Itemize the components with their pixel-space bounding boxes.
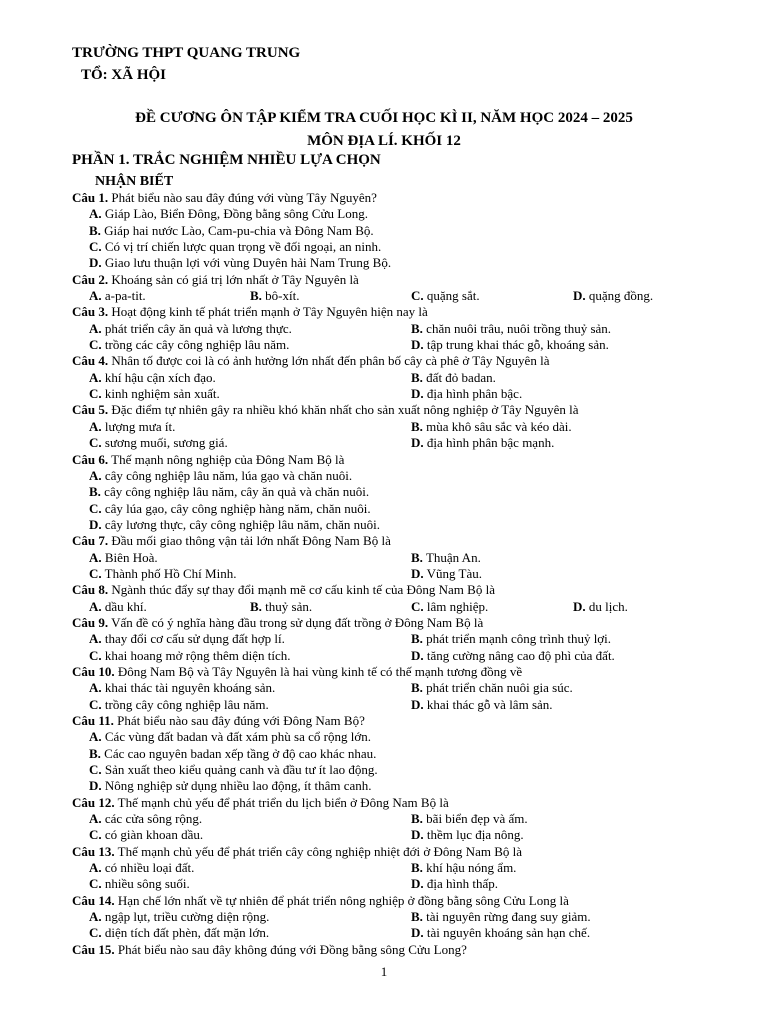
option-text: Vũng Tàu. (426, 565, 483, 581)
option-letter: C. (89, 500, 102, 516)
options-row (0, 876, 768, 892)
answer-option (411, 697, 553, 713)
option-text: khai thác tài nguyên khoáng sản. (104, 680, 276, 696)
answer-option (411, 566, 482, 582)
option-text: đất đỏ badan. (426, 369, 496, 385)
options-row (0, 517, 768, 533)
answer-option (250, 288, 299, 304)
options-row (0, 239, 768, 255)
options-row (0, 223, 768, 239)
question-number: Câu 15. (72, 941, 115, 957)
option-text: thay đổi cơ cấu sử dụng đất hợp lí. (104, 631, 285, 647)
option-text: trồng các cây công nghiệp lâu năm. (104, 337, 290, 353)
question-text: Thế mạnh chủ yếu để phát triển du lịch biển ở Đông Nam Bộ là (117, 794, 449, 810)
answer-option (89, 501, 371, 517)
option-letter: C. (89, 565, 102, 581)
question-stem (0, 533, 768, 549)
answer-option (89, 223, 374, 239)
option-text: Có vị trí chiến lược quan trọng về đối ngoại, an ninh. (104, 239, 382, 255)
option-text: Sản xuất theo kiểu quảng canh và đầu tư ít lao động. (104, 762, 378, 778)
answer-option (89, 484, 369, 500)
answer-option (411, 599, 488, 615)
option-letter: B. (89, 745, 101, 761)
option-letter: B. (250, 598, 262, 614)
option-letter: B. (411, 369, 423, 385)
option-text: có giàn khoan dầu. (104, 827, 204, 843)
question-number: Câu 4. (72, 353, 109, 369)
answer-option (89, 648, 290, 664)
options-row (0, 811, 768, 827)
question-number: Câu 6. (72, 451, 109, 467)
question-number: Câu 9. (72, 614, 109, 630)
option-letter: B. (250, 288, 262, 304)
option-text: cây lương thực, cây công nghiệp lâu năm, chăn nuôi. (104, 516, 380, 532)
question (0, 304, 768, 353)
question-text: Đông Nam Bộ và Tây Nguyên là hai vùng kinh tế có thế mạnh tương đồng về (117, 663, 523, 679)
options-row (0, 746, 768, 762)
option-letter: D. (411, 386, 424, 402)
option-letter: B. (411, 811, 423, 827)
answer-option (89, 386, 220, 402)
option-letter: B. (89, 222, 101, 238)
option-text: ngập lụt, triều cường diện rộng. (104, 909, 270, 925)
option-letter: A. (89, 811, 102, 827)
option-letter: C. (89, 696, 102, 712)
option-text: kinh nghiệm sản xuất. (104, 386, 220, 402)
option-text: diện tích đất phèn, đất mặn lớn. (104, 925, 270, 941)
answer-option (89, 631, 285, 647)
answer-option (89, 255, 391, 271)
question-text: Vấn đề có ý nghĩa hàng đầu trong sử dụng đất trồng ở Đông Nam Bộ là (111, 614, 484, 630)
document-title: ĐỀ CƯƠNG ÔN TẬP KIỂM TRA CUỐI HỌC KÌ II, NĂM HỌC 2024 – 2025 (135, 110, 633, 126)
page-number: 1 (380, 964, 388, 979)
question-number: Câu 10. (72, 663, 115, 679)
answer-option (411, 860, 516, 876)
answer-option (89, 550, 158, 566)
option-letter: B. (411, 680, 423, 696)
level-heading: NHẬN BIẾT (95, 174, 174, 189)
option-text: lâm nghiệp. (426, 598, 489, 614)
option-text: bãi biển đẹp và ấm. (426, 811, 528, 827)
question-text: Hạn chế lớn nhất về tự nhiên để phát triển nông nghiệp ở đồng bằng sông Cửu Long là (117, 892, 569, 908)
option-letter: C. (89, 435, 102, 451)
answer-option (411, 337, 609, 353)
option-letter: C. (89, 827, 102, 843)
option-text: lượng mưa ít. (104, 418, 176, 434)
answer-option (89, 778, 372, 794)
answer-option (411, 435, 554, 451)
question-stem (0, 402, 768, 418)
options-row (0, 909, 768, 925)
options-row (0, 501, 768, 517)
option-letter: B. (411, 418, 423, 434)
question-text: Hoạt động kinh tế phát triển mạnh ở Tây Nguyên hiện nay là (111, 304, 428, 320)
option-text: địa hình thấp. (426, 876, 499, 892)
option-text: Các vùng đất badan và đất xám phù sa cổ rộng lớn. (104, 729, 371, 745)
question (0, 452, 768, 534)
options-row (0, 566, 768, 582)
options-row (0, 860, 768, 876)
answer-option (411, 288, 480, 304)
option-letter: D. (411, 565, 424, 581)
option-text: cây lúa gạo, cây công nghiệp hàng năm, chăn nuôi. (104, 500, 371, 516)
question (0, 664, 768, 713)
answer-option (411, 876, 498, 892)
question-stem (0, 942, 768, 958)
question-number: Câu 7. (72, 533, 109, 549)
option-letter: C. (89, 762, 102, 778)
option-text: Thành phố Hồ Chí Minh. (104, 565, 237, 581)
question-list (0, 190, 768, 958)
question-stem (0, 452, 768, 468)
school-name: TRƯỜNG THPT QUANG TRUNG (72, 45, 301, 61)
option-text: Giao lưu thuận lợi với vùng Duyên hải Nam Trung Bộ. (104, 255, 392, 271)
answer-option (89, 321, 292, 337)
option-letter: A. (89, 729, 102, 745)
question (0, 893, 768, 942)
question-stem (0, 272, 768, 288)
answer-option (89, 419, 175, 435)
options-row (0, 419, 768, 435)
answer-option (411, 827, 524, 843)
answer-option (89, 697, 269, 713)
answer-option (411, 648, 615, 664)
option-letter: A. (89, 206, 102, 222)
question-number: Câu 1. (72, 190, 109, 205)
options-row (0, 778, 768, 794)
answer-option (89, 337, 289, 353)
question (0, 942, 768, 958)
answer-option (573, 288, 653, 304)
options-row (0, 435, 768, 451)
option-text: mùa khô sâu sắc và kéo dài. (426, 418, 572, 434)
option-text: bô-xít. (265, 288, 300, 304)
option-text: chăn nuôi trâu, nuôi trồng thuỷ sản. (426, 320, 612, 336)
question (0, 402, 768, 451)
option-letter: C. (89, 876, 102, 892)
options-row (0, 648, 768, 664)
question (0, 615, 768, 664)
answer-option (89, 599, 147, 615)
option-letter: D. (89, 516, 102, 532)
question (0, 713, 768, 795)
option-letter: C. (89, 925, 102, 941)
answer-option (411, 419, 572, 435)
option-letter: B. (411, 549, 423, 565)
answer-option (250, 599, 312, 615)
question-number: Câu 14. (72, 892, 115, 908)
option-text: địa hình phân bậc mạnh. (426, 435, 555, 451)
department-name: TỔ: XÃ HỘI (81, 67, 167, 83)
option-text: trồng cây công nghiệp lâu năm. (104, 696, 269, 712)
question-stem (0, 664, 768, 680)
option-text: Thuận An. (425, 549, 481, 565)
answer-option (411, 370, 496, 386)
option-letter: D. (573, 598, 586, 614)
options-row (0, 370, 768, 386)
question-number: Câu 2. (72, 271, 109, 287)
answer-option (411, 925, 590, 941)
option-text: phát triển cây ăn quả và lương thực. (104, 320, 292, 336)
option-text: tăng cường nâng cao độ phì của đất. (426, 647, 615, 663)
answer-option (89, 762, 378, 778)
option-letter: D. (411, 925, 424, 941)
options-row (0, 255, 768, 271)
option-letter: A. (89, 549, 102, 565)
options-row (0, 631, 768, 647)
answer-option (89, 860, 194, 876)
option-text: Giáp Lào, Biển Đông, Đồng bằng sông Cửu Long. (104, 206, 368, 222)
option-letter: A. (89, 418, 102, 434)
options-row (0, 925, 768, 941)
option-text: địa hình phân bậc. (426, 386, 523, 402)
option-text: quặng sắt. (426, 288, 480, 304)
option-letter: D. (411, 696, 424, 712)
option-text: tập trung khai thác gỗ, khoáng sản. (426, 337, 609, 353)
question-stem (0, 713, 768, 729)
question-stem (0, 190, 768, 206)
answer-option (411, 811, 528, 827)
option-letter: D. (411, 647, 424, 663)
question-number: Câu 13. (72, 843, 115, 859)
option-letter: B. (411, 320, 423, 336)
question-stem (0, 844, 768, 860)
option-letter: D. (411, 876, 424, 892)
answer-option (89, 680, 275, 696)
option-letter: C. (411, 598, 424, 614)
options-row (0, 550, 768, 566)
option-text: thuỷ sản. (265, 598, 313, 614)
question-text: Thế mạnh chủ yếu để phát triển cây công nghiệp nhiệt đới ở Đông Nam Bộ là (117, 843, 523, 859)
options-row (0, 386, 768, 402)
answer-option (411, 550, 481, 566)
question (0, 533, 768, 582)
answer-option (573, 599, 628, 615)
option-letter: B. (89, 484, 101, 500)
options-row (0, 762, 768, 778)
option-letter: A. (89, 598, 102, 614)
option-text: du lịch. (588, 598, 628, 614)
answer-option (89, 811, 202, 827)
question (0, 272, 768, 305)
options-row (0, 321, 768, 337)
option-text: Nông nghiệp sử dụng nhiều lao động, ít thâm canh. (104, 778, 372, 794)
question-text: Nhân tố được coi là có ảnh hưởng lớn nhất đến phân bố cây cà phê ở Tây Nguyên là (111, 353, 550, 369)
option-letter: D. (411, 337, 424, 353)
answer-option (89, 876, 190, 892)
answer-option (89, 827, 203, 843)
question-number: Câu 3. (72, 304, 109, 320)
option-text: khai thác gỗ và lâm sản. (426, 696, 553, 712)
option-letter: C. (411, 288, 424, 304)
option-letter: A. (89, 288, 102, 304)
question-text: Phát biểu nào sau đây đúng với vùng Tây Nguyên? (111, 190, 377, 205)
section-heading: PHẦN 1. TRẮC NGHIỆM NHIỀU LỰA CHỌN (72, 152, 381, 168)
option-text: quặng đồng. (588, 288, 654, 304)
option-letter: A. (89, 320, 102, 336)
options-row (0, 697, 768, 713)
option-text: cây công nghiệp lâu năm, cây ăn quả và chăn nuôi. (104, 484, 370, 500)
option-text: sương muối, sương giá. (104, 435, 228, 451)
answer-option (411, 631, 611, 647)
question (0, 844, 768, 893)
question-text: Thế mạnh nông nghiệp của Đông Nam Bộ là (111, 451, 345, 467)
question-text: Khoáng sản có giá trị lớn nhất ở Tây Nguyên là (111, 271, 359, 287)
answer-option (89, 729, 371, 745)
option-text: phát triển chăn nuôi gia súc. (426, 680, 573, 696)
question (0, 582, 768, 615)
option-letter: B. (411, 631, 423, 647)
question-stem (0, 615, 768, 631)
question-stem (0, 582, 768, 598)
options-row (0, 827, 768, 843)
option-letter: A. (89, 467, 102, 483)
options-row (0, 729, 768, 745)
option-text: nhiều sông suối. (104, 876, 190, 892)
answer-option (89, 746, 376, 762)
option-text: dầu khí. (104, 598, 147, 614)
question-text: Ngành thúc đẩy sự thay đổi mạnh mẽ cơ cấu kinh tế của Đông Nam Bộ là (111, 582, 495, 598)
answer-option (411, 909, 591, 925)
option-text: phát triển mạnh công trình thuỷ lợi. (426, 631, 612, 647)
options-row (0, 680, 768, 696)
option-letter: A. (89, 860, 102, 876)
option-letter: D. (411, 827, 424, 843)
question-stem (0, 893, 768, 909)
question-number: Câu 12. (72, 794, 115, 810)
answer-option (89, 909, 269, 925)
question-number: Câu 11. (72, 713, 114, 728)
option-letter: B. (411, 860, 423, 876)
answer-option (89, 435, 228, 451)
option-text: cây công nghiệp lâu năm, lúa gạo và chăn nuôi. (104, 467, 353, 483)
option-letter: C. (89, 647, 102, 663)
option-letter: A. (89, 631, 102, 647)
option-text: tài nguyên khoáng sản hạn chế. (426, 925, 591, 941)
option-text: khai hoang mở rộng thêm diện tích. (104, 647, 291, 663)
answer-option (89, 468, 352, 484)
question (0, 353, 768, 402)
options-row (0, 288, 768, 304)
option-letter: A. (89, 680, 102, 696)
options-row (0, 468, 768, 484)
option-text: a-pa-tit. (104, 288, 146, 304)
option-text: thềm lục địa nông. (426, 827, 524, 843)
options-row (0, 206, 768, 222)
answer-option (89, 370, 216, 386)
option-letter: C. (89, 337, 102, 353)
option-text: khí hậu nóng ẩm. (426, 860, 517, 876)
option-letter: D. (89, 778, 102, 794)
option-letter: A. (89, 909, 102, 925)
question-stem (0, 353, 768, 369)
question-stem (0, 795, 768, 811)
answer-option (89, 566, 236, 582)
option-text: có nhiều loại đất. (104, 860, 195, 876)
question-text: Phát biểu nào sau đây đúng với Đông Nam Bộ? (117, 713, 365, 728)
question-text: Đầu mối giao thông vận tải lớn nhất Đông Nam Bộ là (111, 533, 391, 549)
question-text: Phát biểu nào sau đây không đúng với Đồng bằng sông Cửu Long? (117, 941, 467, 957)
question (0, 190, 768, 272)
options-row (0, 599, 768, 615)
question-number: Câu 8. (72, 582, 109, 598)
options-row (0, 337, 768, 353)
option-letter: D. (89, 255, 102, 271)
document-subtitle: MÔN ĐỊA LÍ. KHỐI 12 (307, 133, 461, 149)
answer-option (89, 288, 146, 304)
option-text: khí hậu cận xích đạo. (104, 369, 216, 385)
option-text: tài nguyên rừng đang suy giảm. (426, 909, 591, 925)
answer-option (411, 680, 573, 696)
answer-option (89, 517, 380, 533)
answer-option (89, 206, 368, 222)
option-text: Các cao nguyên badan xếp tầng ở độ cao khác nhau. (104, 745, 377, 761)
option-text: Biên Hoà. (104, 549, 158, 565)
question-number: Câu 5. (72, 402, 109, 418)
question (0, 795, 768, 844)
option-letter: D. (573, 288, 586, 304)
option-letter: A. (89, 369, 102, 385)
option-letter: B. (411, 909, 423, 925)
option-text: Giáp hai nước Lào, Cam-pu-chia và Đông Nam Bộ. (104, 222, 374, 238)
question-stem (0, 304, 768, 320)
option-letter: D. (411, 435, 424, 451)
answer-option (411, 386, 522, 402)
answer-option (89, 925, 269, 941)
answer-option (411, 321, 611, 337)
question-text: Đặc điểm tự nhiên gây ra nhiều khó khăn nhất cho sản xuất nông nghiệp ở Tây Nguyên là (111, 402, 579, 418)
option-letter: C. (89, 386, 102, 402)
option-letter: C. (89, 239, 102, 255)
option-text: các cửa sông rộng. (104, 811, 203, 827)
answer-option (89, 239, 381, 255)
options-row (0, 484, 768, 500)
